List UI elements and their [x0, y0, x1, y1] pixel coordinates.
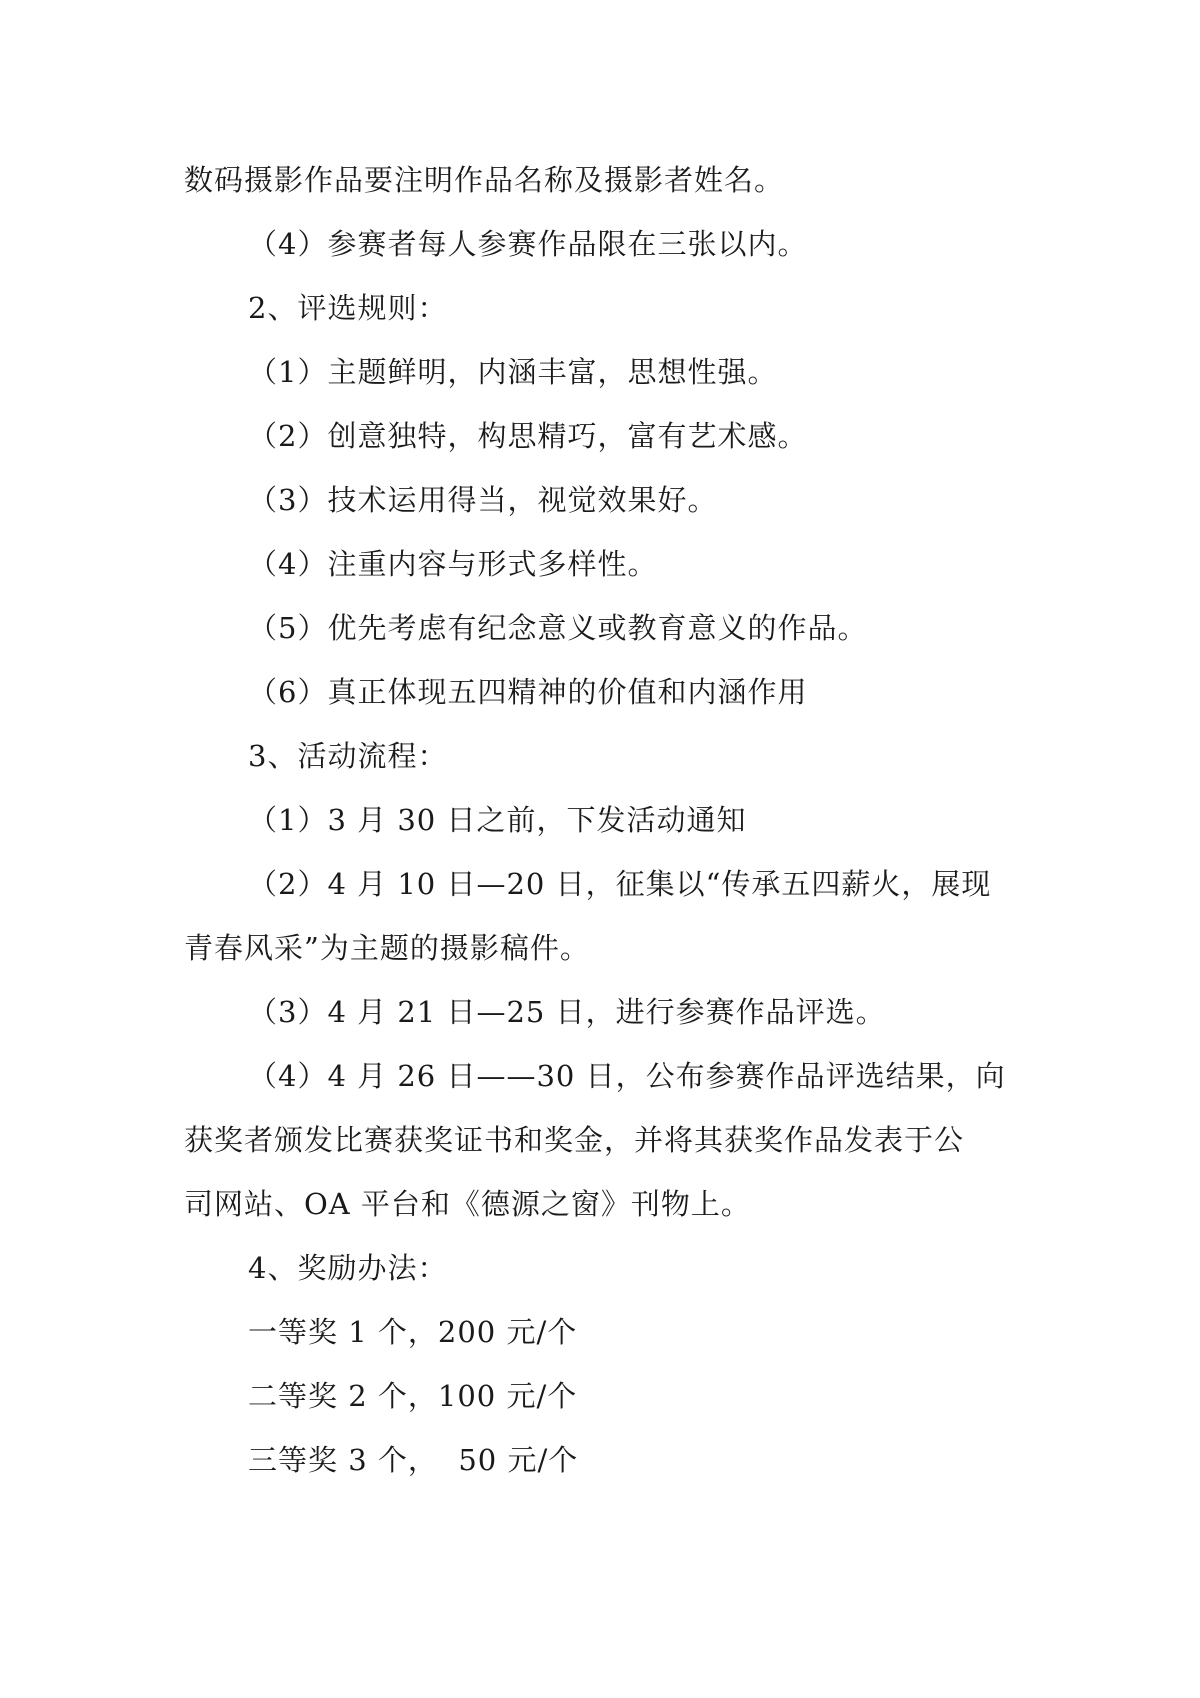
paragraph-line: 司网站、OA 平台和《德源之窗》刊物上。	[184, 1187, 751, 1221]
section-heading: 4、奖励办法：	[248, 1251, 448, 1285]
list-item: （1）3 月 30 日之前，下发活动通知	[248, 803, 747, 837]
document-body	[184, 148, 1024, 1492]
award-line: 三等奖 3 个， 50 元/个	[248, 1443, 579, 1477]
list-item: （6）真正体现五四精神的价值和内涵作用	[248, 675, 808, 709]
section-heading: 2、评选规则：	[248, 291, 448, 325]
list-item: （1）主题鲜明，内涵丰富，思想性强。	[248, 355, 778, 389]
paragraph-line: 获奖者颁发比赛获奖证书和奖金，并将其获奖作品发表于公	[184, 1123, 965, 1157]
list-item: （4）4 月 26 日——30 日，公布参赛作品评选结果，向	[248, 1059, 1006, 1093]
paragraph-line: 青春风采”为主题的摄影稿件。	[184, 931, 590, 965]
section-heading: 3、活动流程：	[248, 739, 448, 773]
paragraph-line: （4）参赛者每人参赛作品限在三张以内。	[248, 227, 808, 261]
list-item: （3）技术运用得当，视觉效果好。	[248, 483, 718, 517]
award-line: 一等奖 1 个，200 元/个	[248, 1315, 578, 1349]
list-item: （3）4 月 21 日—25 日，进行参赛作品评选。	[248, 995, 886, 1029]
award-line: 二等奖 2 个，100 元/个	[248, 1379, 578, 1413]
list-item: （5）优先考虑有纪念意义或教育意义的作品。	[248, 611, 868, 645]
list-item: （4）注重内容与形式多样性。	[248, 547, 658, 581]
paragraph-line: 数码摄影作品要注明作品名称及摄影者姓名。	[184, 163, 785, 197]
list-item: （2）创意独特，构思精巧，富有艺术感。	[248, 419, 808, 453]
list-item: （2）4 月 10 日—20 日，征集以“传承五四薪火，展现	[248, 867, 992, 901]
